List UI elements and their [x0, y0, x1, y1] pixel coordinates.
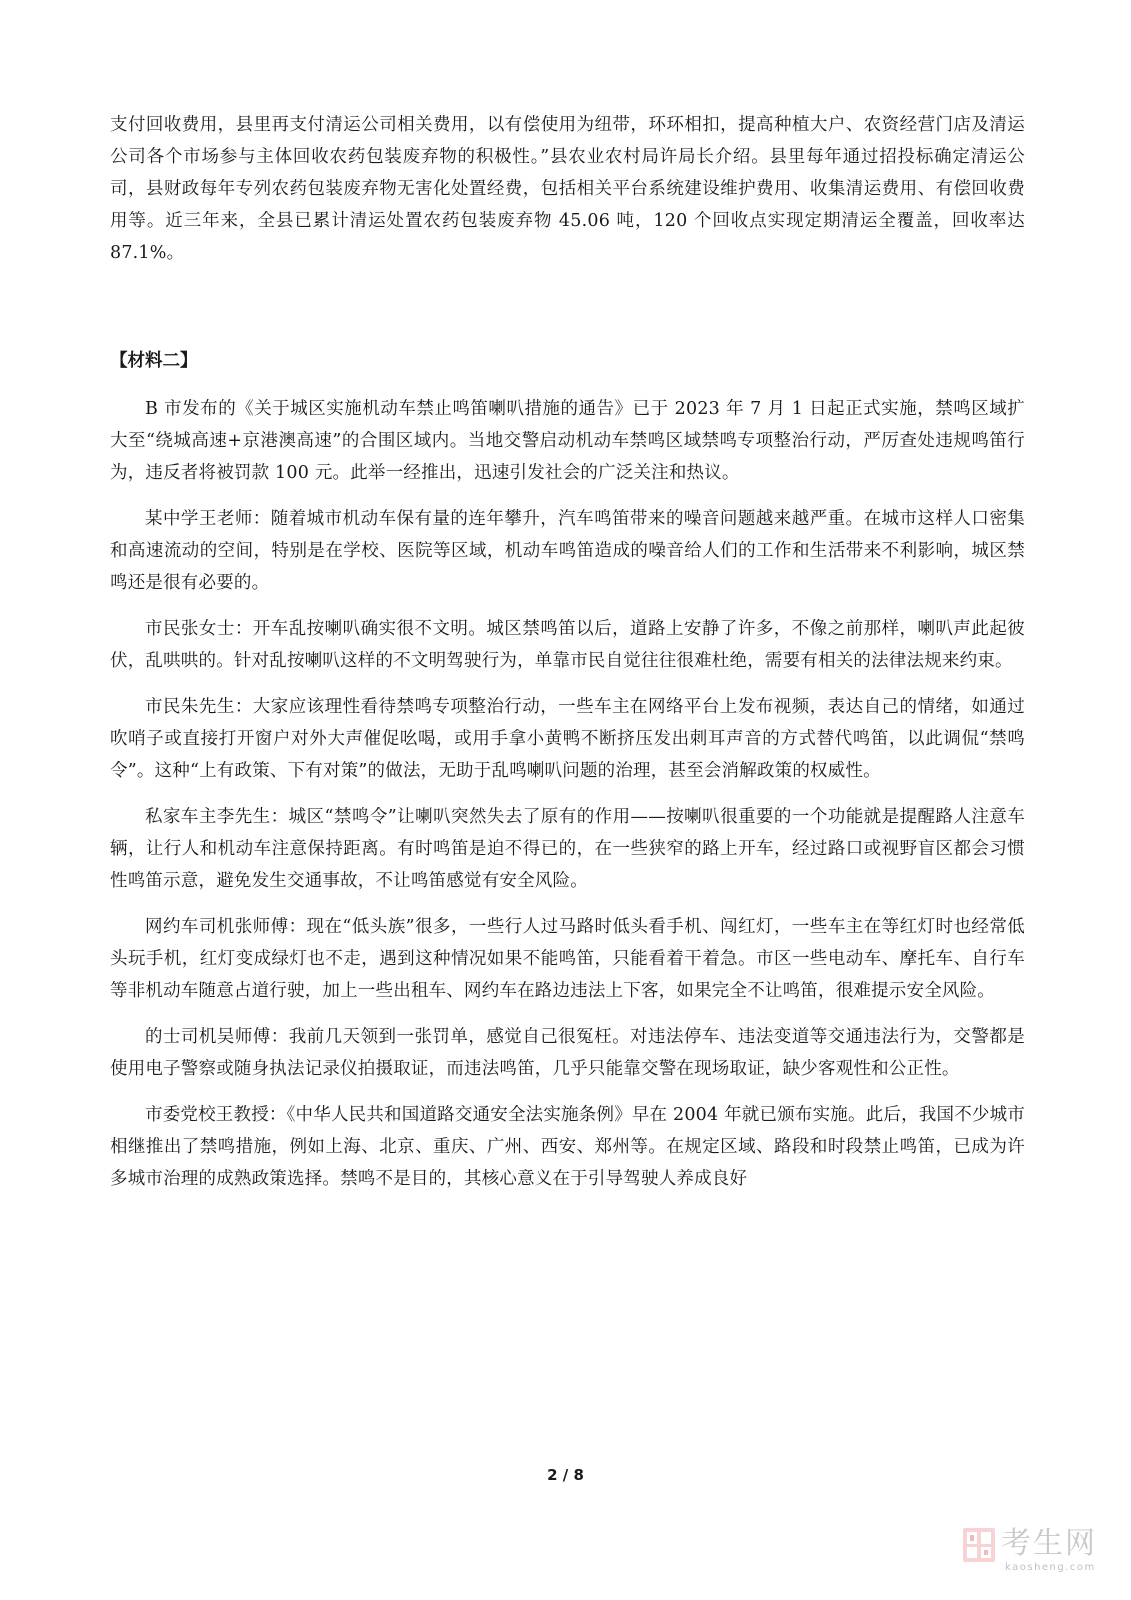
watermark-url: kaosheng.com [1005, 1562, 1096, 1573]
watermark-name: 考生网 [1001, 1526, 1097, 1561]
paragraph: 支付回收费用，县里再支付清运公司相关费用，以有偿使用为纽带，环环相扣，提高种植大户、农资经营门店及清运公司各个市场参与主体回收农药包装废弃物的积极性。”县农业农村局许局长介绍。县里每年通过招投标确定清运公司，县财政每年专列农药包装废弃物无害化处置经费，包括相关平台系统建设维护费用、收集清运费用、有偿回收费用等。近三年来，全县已累计清运处置农药包装废弃物 45.06 吨，120 个回收点实现定期清运全覆盖，回收率达 87.1%。 [110, 115, 1025, 263]
page-number: 2 / 8 [547, 1466, 584, 1484]
material-one-continuation [110, 109, 1025, 283]
kaosheng-logo-icon [961, 1526, 997, 1564]
paragraph: 市民张女士：开车乱按喇叭确实很不文明。城区禁鸣笛以后，道路上安静了许多，不像之前那样，喇叭声此起彼伏，乱哄哄的。针对乱按喇叭这样的不文明驾驶行为，单靠市民自觉往往很难杜绝，需要有相关的法律法规来约束。 [110, 619, 1025, 671]
paragraph: 私家车主李先生：城区“禁鸣令”让喇叭突然失去了原有的作用——按喇叭很重要的一个功能就是提醒路人注意车辆，让行人和机动车注意保持距离。有时鸣笛是迫不得已的，在一些狭窄的路上开车，经过路口或视野盲区都会习惯性鸣笛示意，避免发生交通事故，不让鸣笛感觉有安全风险。 [110, 807, 1025, 891]
section-title: 【材料二】 [110, 351, 198, 371]
paragraph: 的士司机吴师傅：我前几天领到一张罚单，感觉自己很冤枉。对违法停车、违法变道等交通违法行为，交警都是使用电子警察或随身执法记录仪拍摄取证，而违法鸣笛，几乎只能靠交警在现场取证，缺少客观性和公正性。 [110, 1027, 1025, 1079]
paragraph: 市民朱先生：大家应该理性看待禁鸣专项整治行动，一些车主在网络平台上发布视频，表达自己的情绪，如通过吹哨子或直接打开窗户对外大声催促吆喝，或用手拿小黄鸭不断挤压发出刺耳声音的方式替代鸣笛，以此调侃“禁鸣令”。这种“上有政策、下有对策”的做法，无助于乱鸣喇叭问题的治理，甚至会消解政策的权威性。 [110, 697, 1025, 781]
paragraph: 网约车司机张师傅：现在“低头族”很多，一些行人过马路时低头看手机、闯红灯，一些车主在等红灯时也经常低头玩手机，红灯变成绿灯也不走，遇到这种情况如果不能鸣笛，只能看着干着急。市区一些电动车、摩托车、自行车等非机动车随意占道行驶，加上一些出租车、网约车在路边违法上下客，如果完全不让鸣笛，很难提示安全风险。 [110, 917, 1025, 1001]
material-two-body [110, 393, 1025, 1209]
paragraph: B 市发布的《关于城区实施机动车禁止鸣笛喇叭措施的通告》已于 2023 年 7 月 1 日起正式实施，禁鸣区域扩大至“绕城高速+京港澳高速”的合围区域内。当地交警启动机动车禁鸣区域禁鸣专项整治行动，严厉查处违规鸣笛行为，违反者将被罚款 100 元。此举一经推出，迅速引发社会的广泛关注和热议。 [110, 399, 1025, 483]
paragraph: 某中学王老师：随着城市机动车保有量的连年攀升，汽车鸣笛带来的噪音问题越来越严重。在城市这样人口密集和高速流动的空间，特别是在学校、医院等区域，机动车鸣笛造成的噪音给人们的工作和生活带来不利影响，城区禁鸣还是很有必要的。 [110, 509, 1025, 593]
watermark [961, 1524, 1101, 1578]
paragraph: 市委党校王教授：《中华人民共和国道路交通安全法实施条例》早在 2004 年就已颁布实施。此后，我国不少城市相继推出了禁鸣措施，例如上海、北京、重庆、广州、西安、郑州等。在规定区域、路段和时段禁止鸣笛，已成为许多城市治理的成熟政策选择。禁鸣不是目的，其核心意义在于引导驾驶人养成良好 [110, 1105, 1026, 1189]
